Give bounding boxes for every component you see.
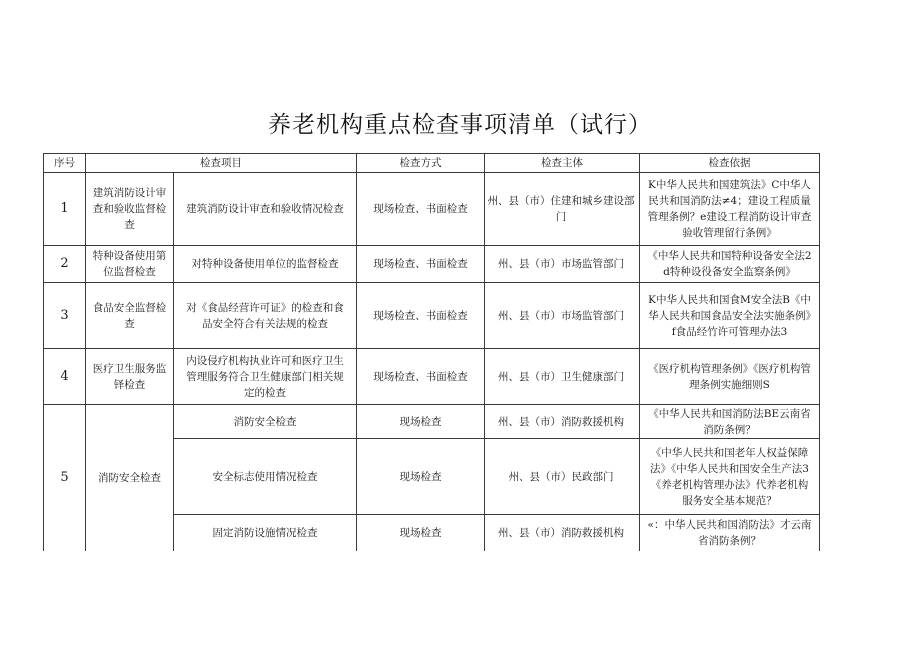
item-method: 现场检查、书面检查 (357, 173, 485, 246)
item-agency: 州、县（市）市场监管部门 (485, 283, 640, 349)
item-basis: K中华人民共和国建筑法》C中华人民共和国消防法≠4；建设工程质量管理条例？e建设工程消防设计审查验收管理留行条例》 (640, 173, 820, 246)
row-number: 1 (44, 173, 86, 246)
item-category: 特种设备使用第位监督检查 (86, 246, 174, 283)
item-category: 建筑消防设计审查和验收监督检查 (86, 173, 174, 246)
item-agency: 州、县（市）消防救援机构 (485, 405, 640, 439)
header-agency: 检查主体 (485, 154, 640, 173)
row-number: 4 (44, 349, 86, 405)
item-detail: 对《食品经营许可证》的检查和食品安全符合有关法规的检查 (174, 283, 357, 349)
item-agency: 州、县（市）民政部门 (485, 439, 640, 515)
item-category: 消防安全检查 (86, 405, 174, 551)
item-detail: 安全标志使用情况检查 (174, 439, 357, 515)
header-no: 序号 (44, 154, 86, 173)
item-detail: 建筑消防设计审查和验收情况检查 (174, 173, 357, 246)
item-method: 现场检查、书面检查 (357, 349, 485, 405)
table-row (44, 173, 820, 246)
row-number: 5 (44, 405, 86, 551)
item-method: 现场检查 (357, 439, 485, 515)
item-category: 医疗卫生服务监铎检查 (86, 349, 174, 405)
item-method: 现场检查、书面检查 (357, 246, 485, 283)
item-detail: 对特种设备使用单位的监督检查 (174, 246, 357, 283)
item-agency: 州、县（市）市场监管部门 (485, 246, 640, 283)
item-detail: 消防安全检查 (174, 405, 357, 439)
row-number: 2 (44, 246, 86, 283)
item-method: 现场检查 (357, 405, 485, 439)
item-basis: «：中华人民共和国消防法》才云南省消防条例？ (640, 515, 820, 551)
inspection-items-table (43, 153, 820, 551)
header-item: 检查项目 (86, 154, 357, 173)
item-category: 食品安全监督检查 (86, 283, 174, 349)
document-title: 养老机构重点检查事项清单（试行） (268, 112, 652, 138)
item-method: 现场检查 (357, 515, 485, 551)
header-basis: 检查依据 (640, 154, 820, 173)
row-number: 3 (44, 283, 86, 349)
item-detail: 固定消防设施情况检查 (174, 515, 357, 551)
table-row (44, 283, 820, 349)
table-row (44, 246, 820, 283)
item-basis: 《医疗机构管理条例》《医疗机构管理条例实施细则S (640, 349, 820, 405)
item-basis: 《中华人民共和国老年人权益保障法》《中华人民共和国安全生产法3《养老机构管理办法》代养老机构服务安全基本规范？ (640, 439, 820, 515)
table-row (44, 405, 820, 439)
item-detail: 内设侵疗机构执业许可和医疗卫生管理服务符合卫生健康部门相关规定的检查 (174, 349, 357, 405)
item-agency: 州、县（市）住建和城乡建设部门 (485, 173, 640, 246)
table-header-row (44, 154, 820, 173)
item-basis: 《中华人民共和国特种设备安全法2d特种设役备安全监察条例》 (640, 246, 820, 283)
item-basis: 《中华人民共和国消防法BE云南省消防条例？ (640, 405, 820, 439)
item-method: 现场检查、书面检查 (357, 283, 485, 349)
item-agency: 州、县（市）卫生健康部门 (485, 349, 640, 405)
table-row (44, 349, 820, 405)
item-agency: 州、县（市）消防救援机构 (485, 515, 640, 551)
header-method: 检查方式 (357, 154, 485, 173)
item-basis: K中华人民共和国食M安全法B《中华人民共和国食品安全法实施条例》f食品经竹许可管理办法3 (640, 283, 820, 349)
